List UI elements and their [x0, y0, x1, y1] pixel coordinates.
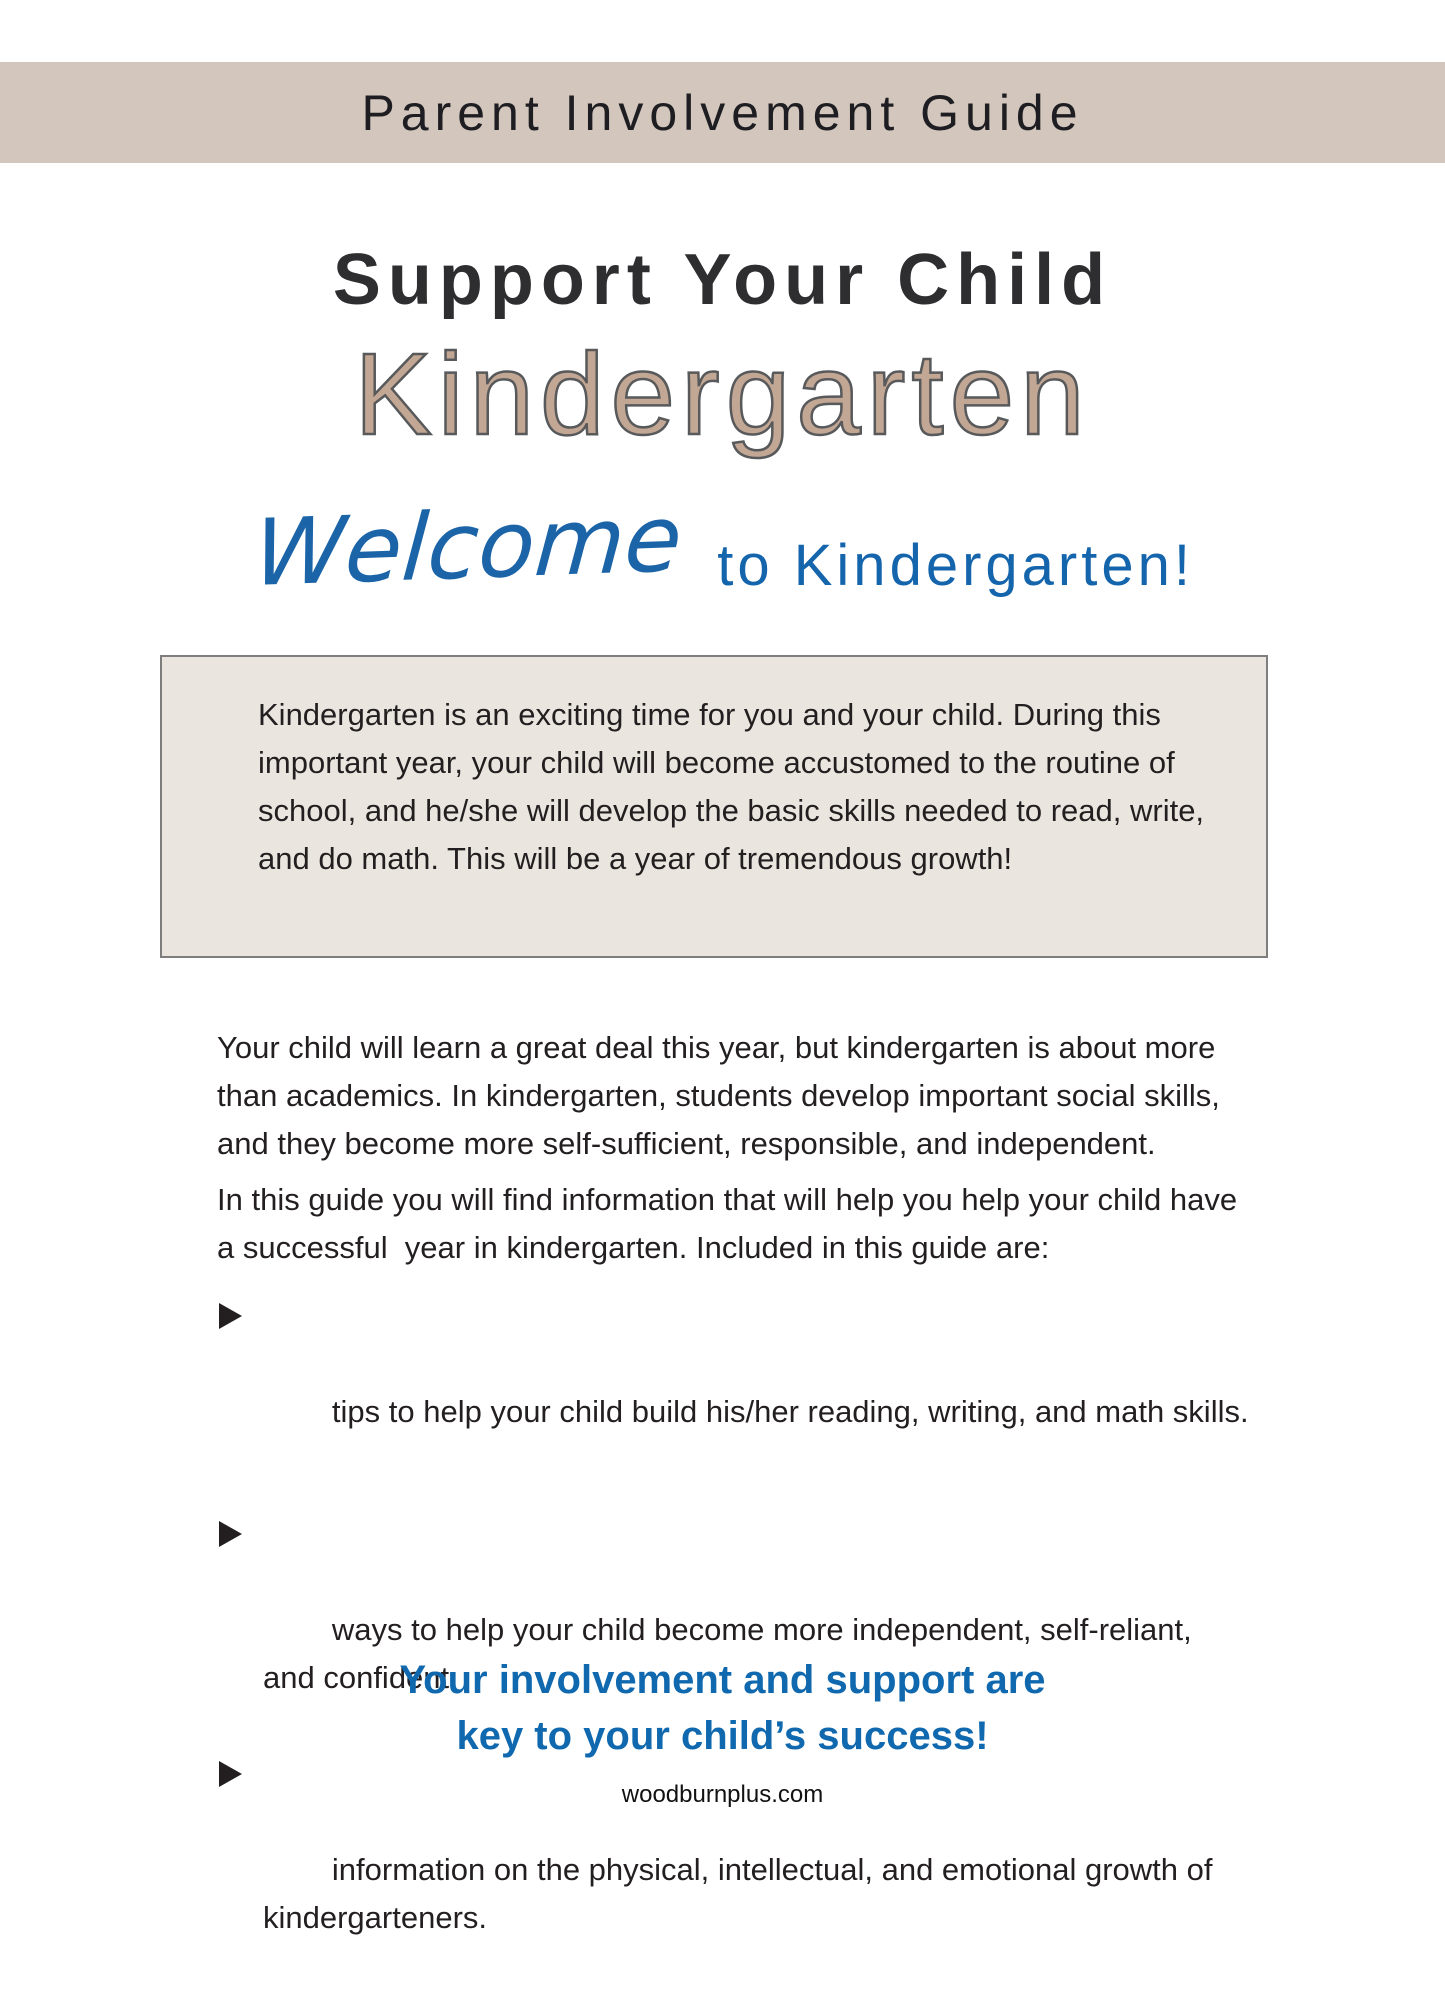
welcome-subtitle: to Kindergarten! [717, 533, 1194, 598]
bullet-text: information on the physical, intellectual, and emotional growth of kindergarteners. [263, 1852, 1222, 1935]
bullet-text: ways to help your child become more independent, self-reliant, and confident. [263, 1612, 1201, 1695]
body-paragraph: In this guide you will find information that will help you help your child have a successful year in kindergarten. Included in this guide are: [217, 1182, 1246, 1265]
bullet-text: tips to help your child build his/her reading, writing, and math skills. [331, 1394, 1249, 1429]
bullet-triangle-icon [219, 1521, 242, 1547]
intro-box-text: Kindergarten is an exciting time for you and your child. During this important year, your child will become accustomed to the routine of school, and he/she will develop the basic skills needed to read, write, and do math. This will be a year of tremendous growth! [258, 697, 1213, 876]
page-footer [0, 1779, 1445, 1810]
callout [0, 1652, 1445, 1764]
welcome-script-text: Welcome [250, 485, 686, 607]
footer-site-text: woodburnplus.com [621, 1781, 824, 1808]
banner-title: Parent Involvement Guide [361, 84, 1084, 141]
hero-title: Support Your Child [332, 240, 1113, 320]
hero-kindergarten-title: Kindergarten [354, 329, 1091, 459]
bullet-list [217, 1292, 1249, 1990]
list-item [217, 1292, 1249, 1484]
body-section [217, 1024, 1249, 1990]
callout-line-2: key to your child’s success! [456, 1714, 989, 1758]
welcome-row [0, 485, 1445, 607]
top-banner [0, 62, 1445, 163]
bullet-triangle-icon [219, 1303, 242, 1329]
body-paragraph: Your child will learn a great deal this year, but kindergarten is about more than academics. In kindergarten, students develop important social skills, and they become more self-sufficient, responsible, and independent. [217, 1030, 1229, 1161]
callout-line-1: Your involvement and support are [399, 1658, 1046, 1702]
intro-box [160, 655, 1268, 958]
